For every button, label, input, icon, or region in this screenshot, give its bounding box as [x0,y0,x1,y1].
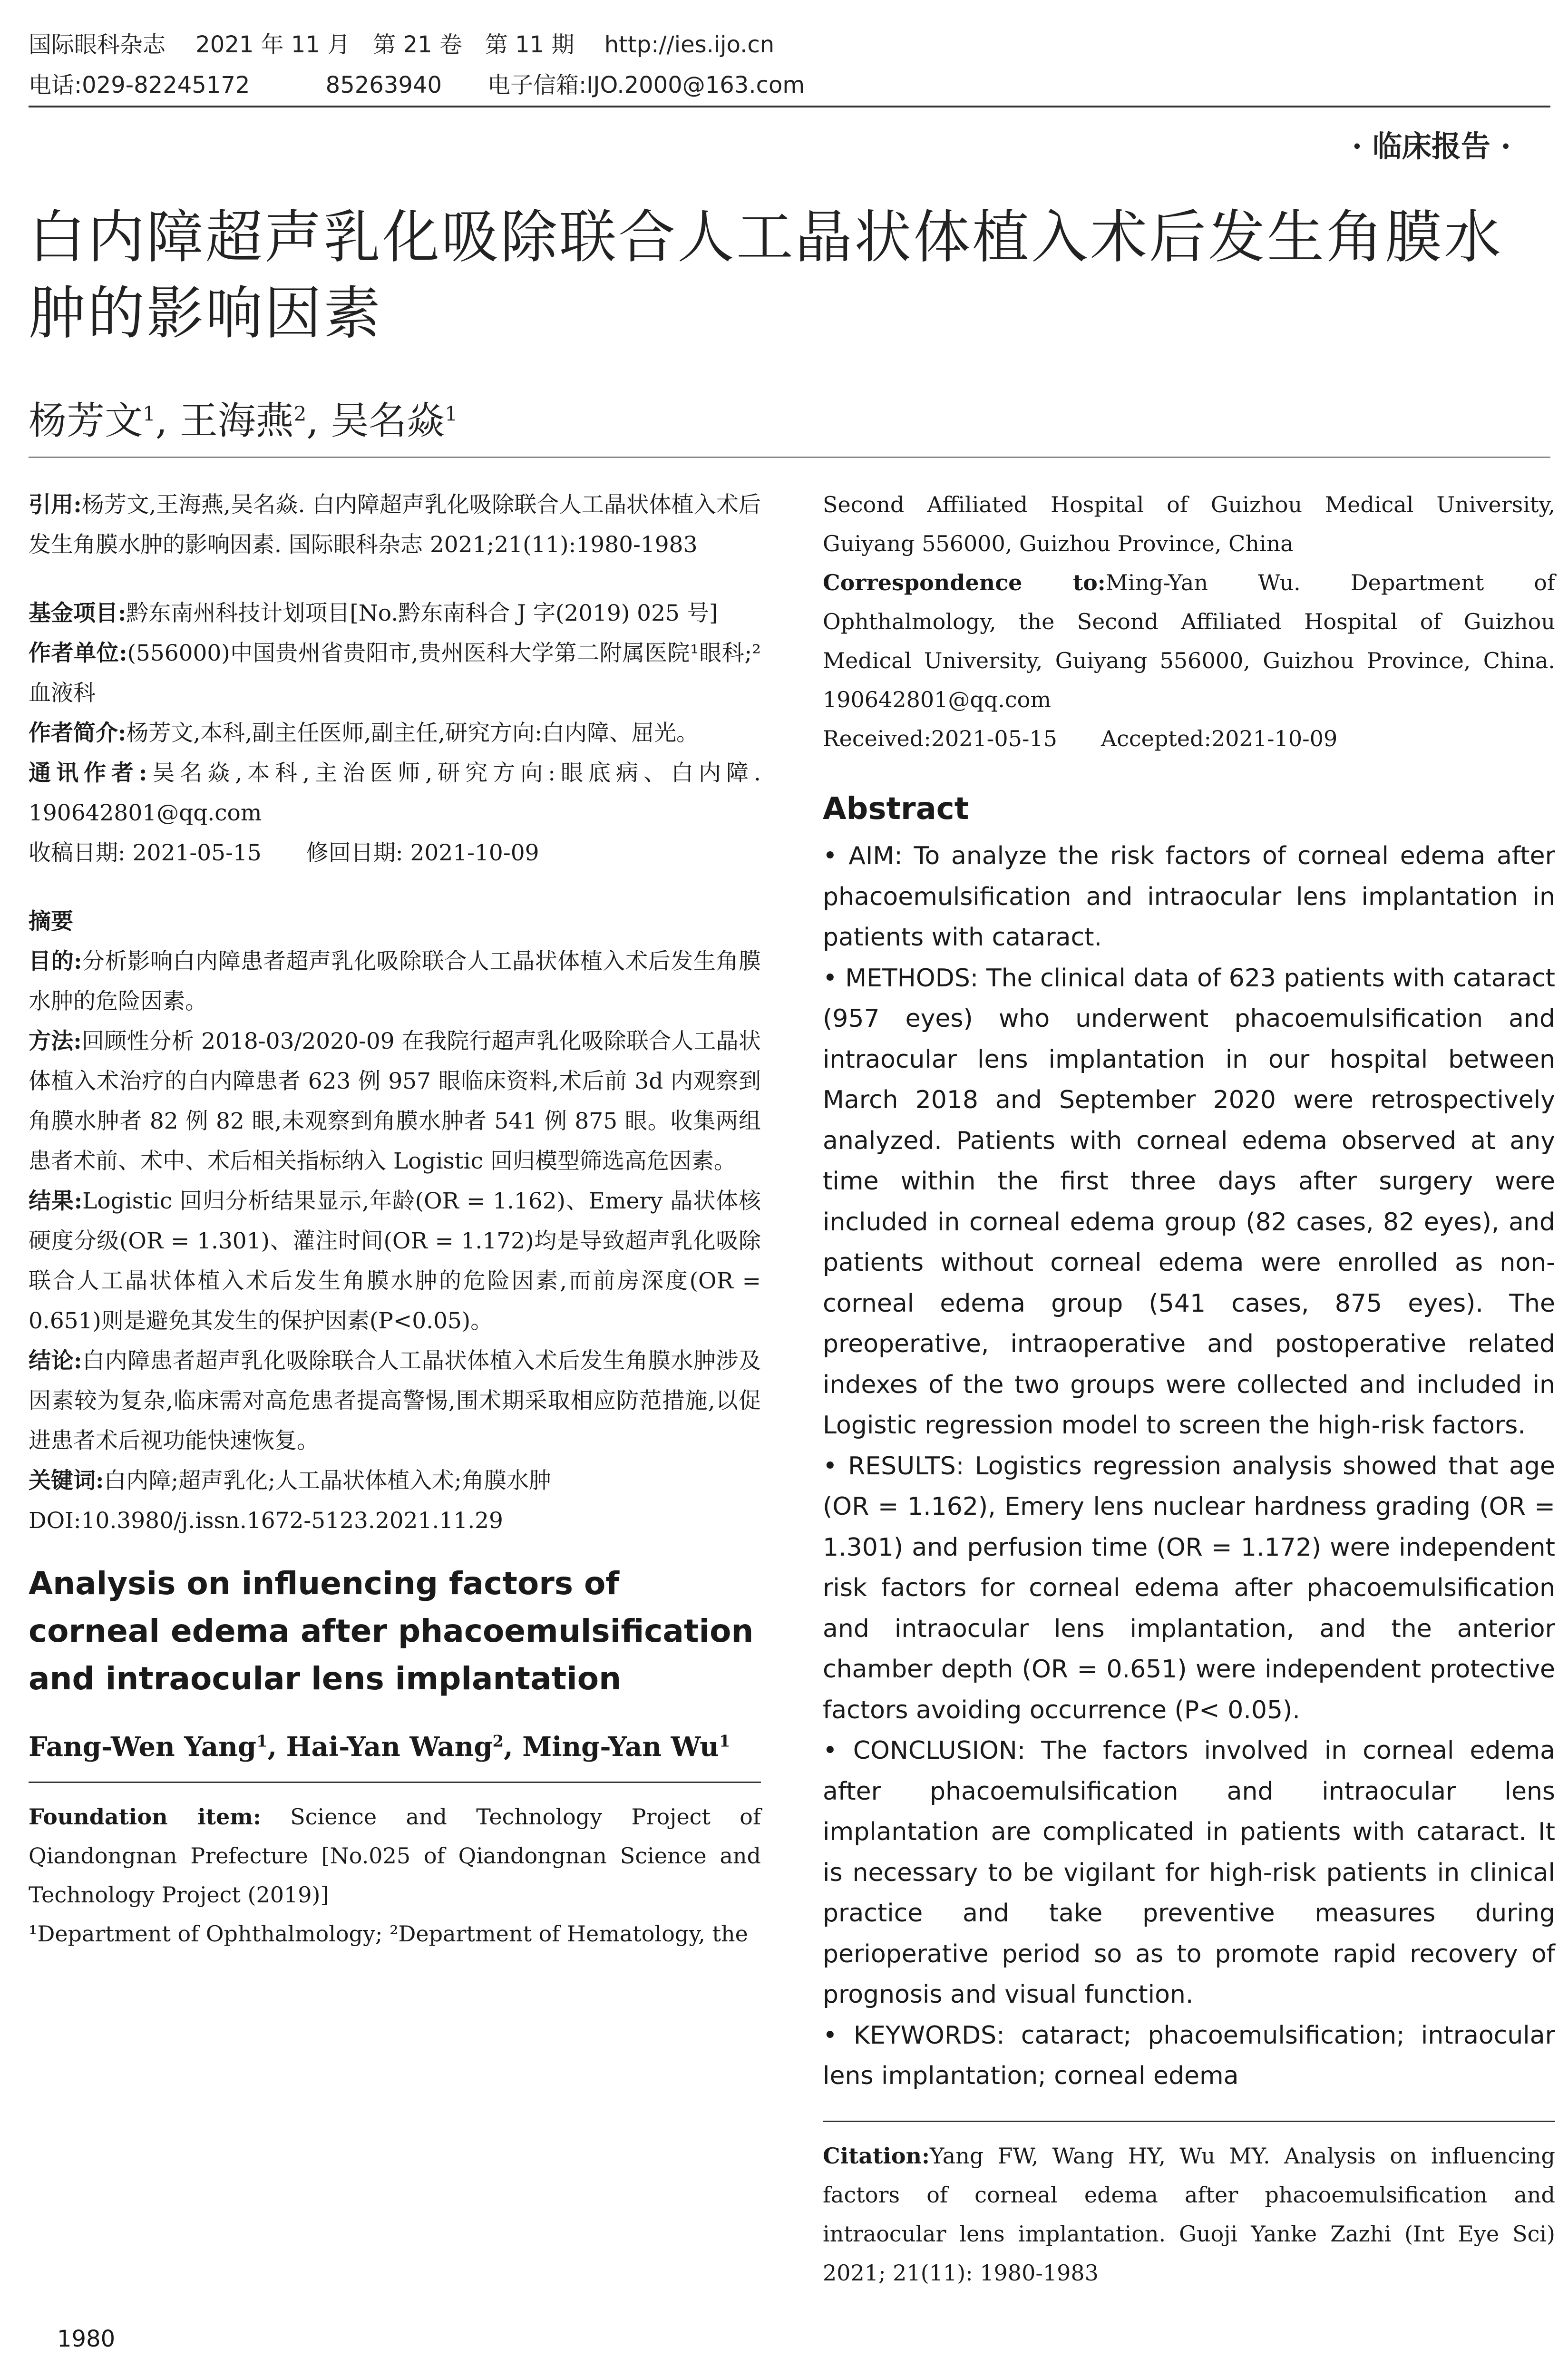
corr-cn: 通讯作者:吴名焱,本科,主治医师,研究方向:眼底病、白内障. 190642801@qq.com [29,760,761,826]
journal-header-line1: 国际眼科杂志 2021 年 11 月 第 21 卷 第 11 期 http://ies.ijo.cn [29,31,775,58]
author-list: 杨芳文$^1$, 王海燕$^2$, 吴名焱$^1$ [29,399,458,443]
method-cn: 方法:回顾性分析 2018-03/2020-09 在我院行超声乳化吸除联合人工晶状体植入术治疗的白内障患者 623 例 957 眼临床资料,术后前 3d 内观察到角膜水肿者 82 例 82 眼,未观察到角膜水肿者 541 例 875 眼。收集两组患者术前、术中、术后相关指标纳入 Logistic 回归模型筛选高危因素。 [29,1028,761,1174]
abstract-heading-cn: 摘要 [29,908,73,935]
methods-en: • METHODS: The clinical data of 623 patients with cataract (957 eyes) who underwent phacoemulsification and intraocular lens implantation in our hospital between March 2018 and September 2020 were retrospectively analyzed. Patients with corneal edema observed at any time within the first three days after surgery were included in corneal edema group (82 cases, 82 eyes), and patients without corneal edema were enrolled as non-corneal edema group (541 cases, 875 eyes). The preoperative, intraoperative and postoperative related indexes of the two groups were collected and included in Logistic regression model to screen the high-risk factors. [823,964,1555,1440]
received-dates-en: Received:2021-05-15 Accepted:2021-10-09 [823,726,1338,751]
unit-cn: 作者单位:(556000)中国贵州省贵阳市,贵州医科大学第二附属医院¹眼科;²血液科 [29,640,761,706]
affiliation-en: Second Affiliated Hospital of Guizhou Medical University, Guiyang 556000, Guizhou Province, China [823,492,1555,556]
foundation-item-en: Foundation item: Science and Technology Project of Qiandongnan Prefecture [No.025 of Qiandongnan Science and Technology Project (2019)] [29,1804,761,1908]
author-name: 王海燕 [179,399,294,443]
citation-cn: 引用:杨芳文,王海燕,吴名焱. 白内障超声乳化吸除联合人工晶状体植入术后发生角膜水肿的影响因素. 国际眼科杂志 2021;21(11):1980-1983 [29,492,761,558]
page-number: 1980 [57,2326,116,2352]
abstract-heading-en: Abstract [823,791,969,827]
author-affil: 1 [445,402,458,426]
citation-rule [823,2121,1555,2122]
footnote-rule [29,1782,761,1783]
correspondence-en: Correspondence to:Ming-Yan Wu. Department of Ophthalmology, the Second Affiliated Hospital of Guizhou Medical University, Guiyang 556000, Guizhou Province, China. 190642801@qq.com [823,570,1555,712]
keywords-cn: 关键词:白内障;超声乳化;人工晶状体植入术;角膜水肿 [29,1468,551,1494]
header-rule [29,106,1550,107]
doi: DOI:10.3980/j.issn.1672-5123.2021.11.29 [29,1508,503,1534]
left-column [29,485,761,1953]
journal-header-line2: 电话:029-82245172 85263940 电子信箱:IJO.2000@163.com [29,72,805,98]
results-en: • RESULTS: Logistics regression analysis showed that age (OR = 1.162), Emery lens nuclear hardness grading (OR = 1.301) and perfusion time (OR = 1.172) were independent risk factors for corneal edema after phacoemulsification and intraocular lens implantation, and the anterior chamber depth (OR = 0.651) were independent protective factors avoiding occurrence (P< 0.05). [823,1452,1555,1724]
result-cn: 结果:Logistic 回归分析结果显示,年龄(OR = 1.162)、Emery 晶状体核硬度分级(OR = 1.301)、灌注时间(OR = 1.172)均是导致超声乳化吸除联合人工晶状体植入术后发生角膜水肿的危险因素,而前房深度(OR = 0.651)则是避免其发生的保护因素(P<0.05)。 [29,1188,761,1334]
author-affil: 2 [293,402,307,426]
aim-cn: 目的:分析影响白内障患者超声乳化吸除联合人工晶状体植入术后发生角膜水肿的危险因素。 [29,948,761,1014]
dates-cn: 收稿日期: 2021-05-15 修回日期: 2021-10-09 [29,840,539,866]
section-tag: · 临床报告 · [1352,129,1511,164]
conclusion-cn: 结论:白内障患者超声乳化吸除联合人工晶状体植入术后发生角膜水肿涉及因素较为复杂,临床需对高危患者提高警惕,围术期采取相应防范措施,以促进患者术后视功能快速恢复。 [29,1348,761,1454]
bio-cn: 作者简介:杨芳文,本科,副主任医师,副主任,研究方向:白内障、屈光。 [29,720,699,746]
english-title: Analysis on influencing factors of corneal edema after phacoemulsification and intraocular lens implantation [29,1565,754,1697]
citation-en: Citation:Yang FW, Wang HY, Wu MY. Analysis on influencing factors of corneal edema after phacoemulsification and intraocular lens implantation. Guoji Yanke Zazhi (Int Eye Sci) 2021; 21(11): 1980-1983 [823,2143,1555,2286]
departments-en: ¹Department of Ophthalmology; ²Department of Hematology, the [29,1921,748,1947]
author-name: 吴名焱 [331,399,445,443]
english-authors: Fang-Wen Yang$^1$, Hai-Yan Wang$^2$, Ming-Yan Wu$^1$ [29,1731,730,1763]
author-affil: 1 [143,402,156,426]
article-title: 白内障超声乳化吸除联合人工晶状体植入术后发生角膜水肿的影响因素 [29,205,1503,347]
title-rule [29,457,1550,458]
conclusion-en: • CONCLUSION: The factors involved in corneal edema after phacoemulsification and intraocular lens implantation are complicated in patients with cataract. It is necessary to be vigilant for high-risk patients in clinical practice and take preventive measures during perioperative period so as to promote rapid recovery of prognosis and visual function. [823,1736,1555,2009]
fund-cn: 基金项目:黔东南州科技计划项目[No.黔东南科合 J 字(2019) 025 号] [29,600,718,626]
aim-en: • AIM: To analyze the risk factors of corneal edema after phacoemulsification and intraocular lens implantation in patients with cataract. [823,842,1555,952]
author-name: 杨芳文 [29,399,143,443]
right-column [823,485,1555,2292]
keywords-en: • KEYWORDS: cataract; phacoemulsification; intraocular lens implantation; corneal edema [823,2021,1555,2090]
